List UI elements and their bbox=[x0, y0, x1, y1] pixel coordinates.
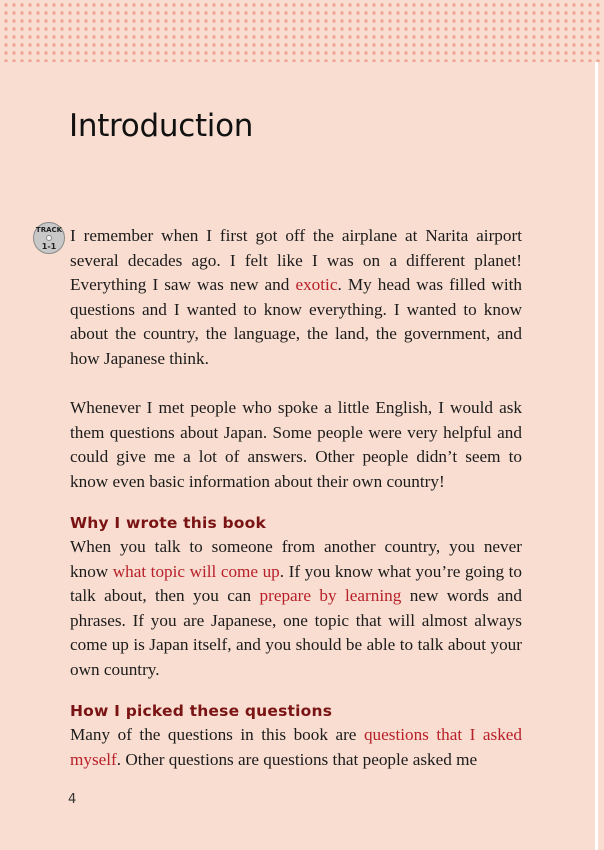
paragraph-why bbox=[70, 535, 522, 682]
highlighted-phrase: prepare by learning bbox=[259, 586, 402, 605]
text-run: Whenever I met people who spoke a little English, I would ask them questions about Japan. Some people were very helpful and could give me a lot of answers. Other people didn’t seem to know even basic information about their own country! bbox=[70, 398, 522, 491]
track-number: 1-1 bbox=[41, 242, 57, 251]
section-heading-how: How I picked these questions bbox=[70, 702, 333, 720]
paragraph-intro bbox=[70, 224, 522, 371]
page-number: 4 bbox=[68, 792, 77, 807]
cd-hole-icon bbox=[46, 235, 52, 241]
highlighted-phrase: questions that I asked myself bbox=[70, 725, 523, 769]
text-run: . My head was filled with questions and I wanted to know everything. I wanted to know about the country, the language, the land, the government, and how Japanese think. bbox=[70, 275, 522, 368]
text-run: . Other questions are questions that people asked me bbox=[116, 749, 478, 769]
highlighted-phrase: exotic bbox=[295, 275, 338, 294]
page-edge-rule bbox=[595, 62, 598, 850]
section-heading-why: Why I wrote this book bbox=[70, 514, 267, 532]
audio-track-icon[interactable] bbox=[33, 222, 65, 254]
text-run: Many of the questions in this book are bbox=[70, 725, 364, 744]
dotted-header-band bbox=[0, 0, 604, 62]
text-run: . If you know what you’re going to talk about, then you can bbox=[70, 561, 522, 605]
paragraph-asking bbox=[70, 396, 522, 494]
track-label: TRACK bbox=[35, 226, 63, 234]
highlighted-phrase: what topic will come up bbox=[112, 561, 280, 581]
body-text bbox=[70, 224, 522, 772]
paragraph-how bbox=[70, 723, 522, 772]
page-title: Introduction bbox=[69, 108, 254, 144]
text-run: When you talk to someone from another country, you never know bbox=[70, 537, 522, 581]
text-run: I remember when I first got off the airplane at Narita airport several decades ago. I felt like I was on a different planet! Everything I saw was new and bbox=[70, 226, 522, 294]
text-run: new words and phrases. If you are Japanese, one topic that will almost always come up is Japan itself, and you should be able to talk about your own country. bbox=[70, 586, 522, 679]
